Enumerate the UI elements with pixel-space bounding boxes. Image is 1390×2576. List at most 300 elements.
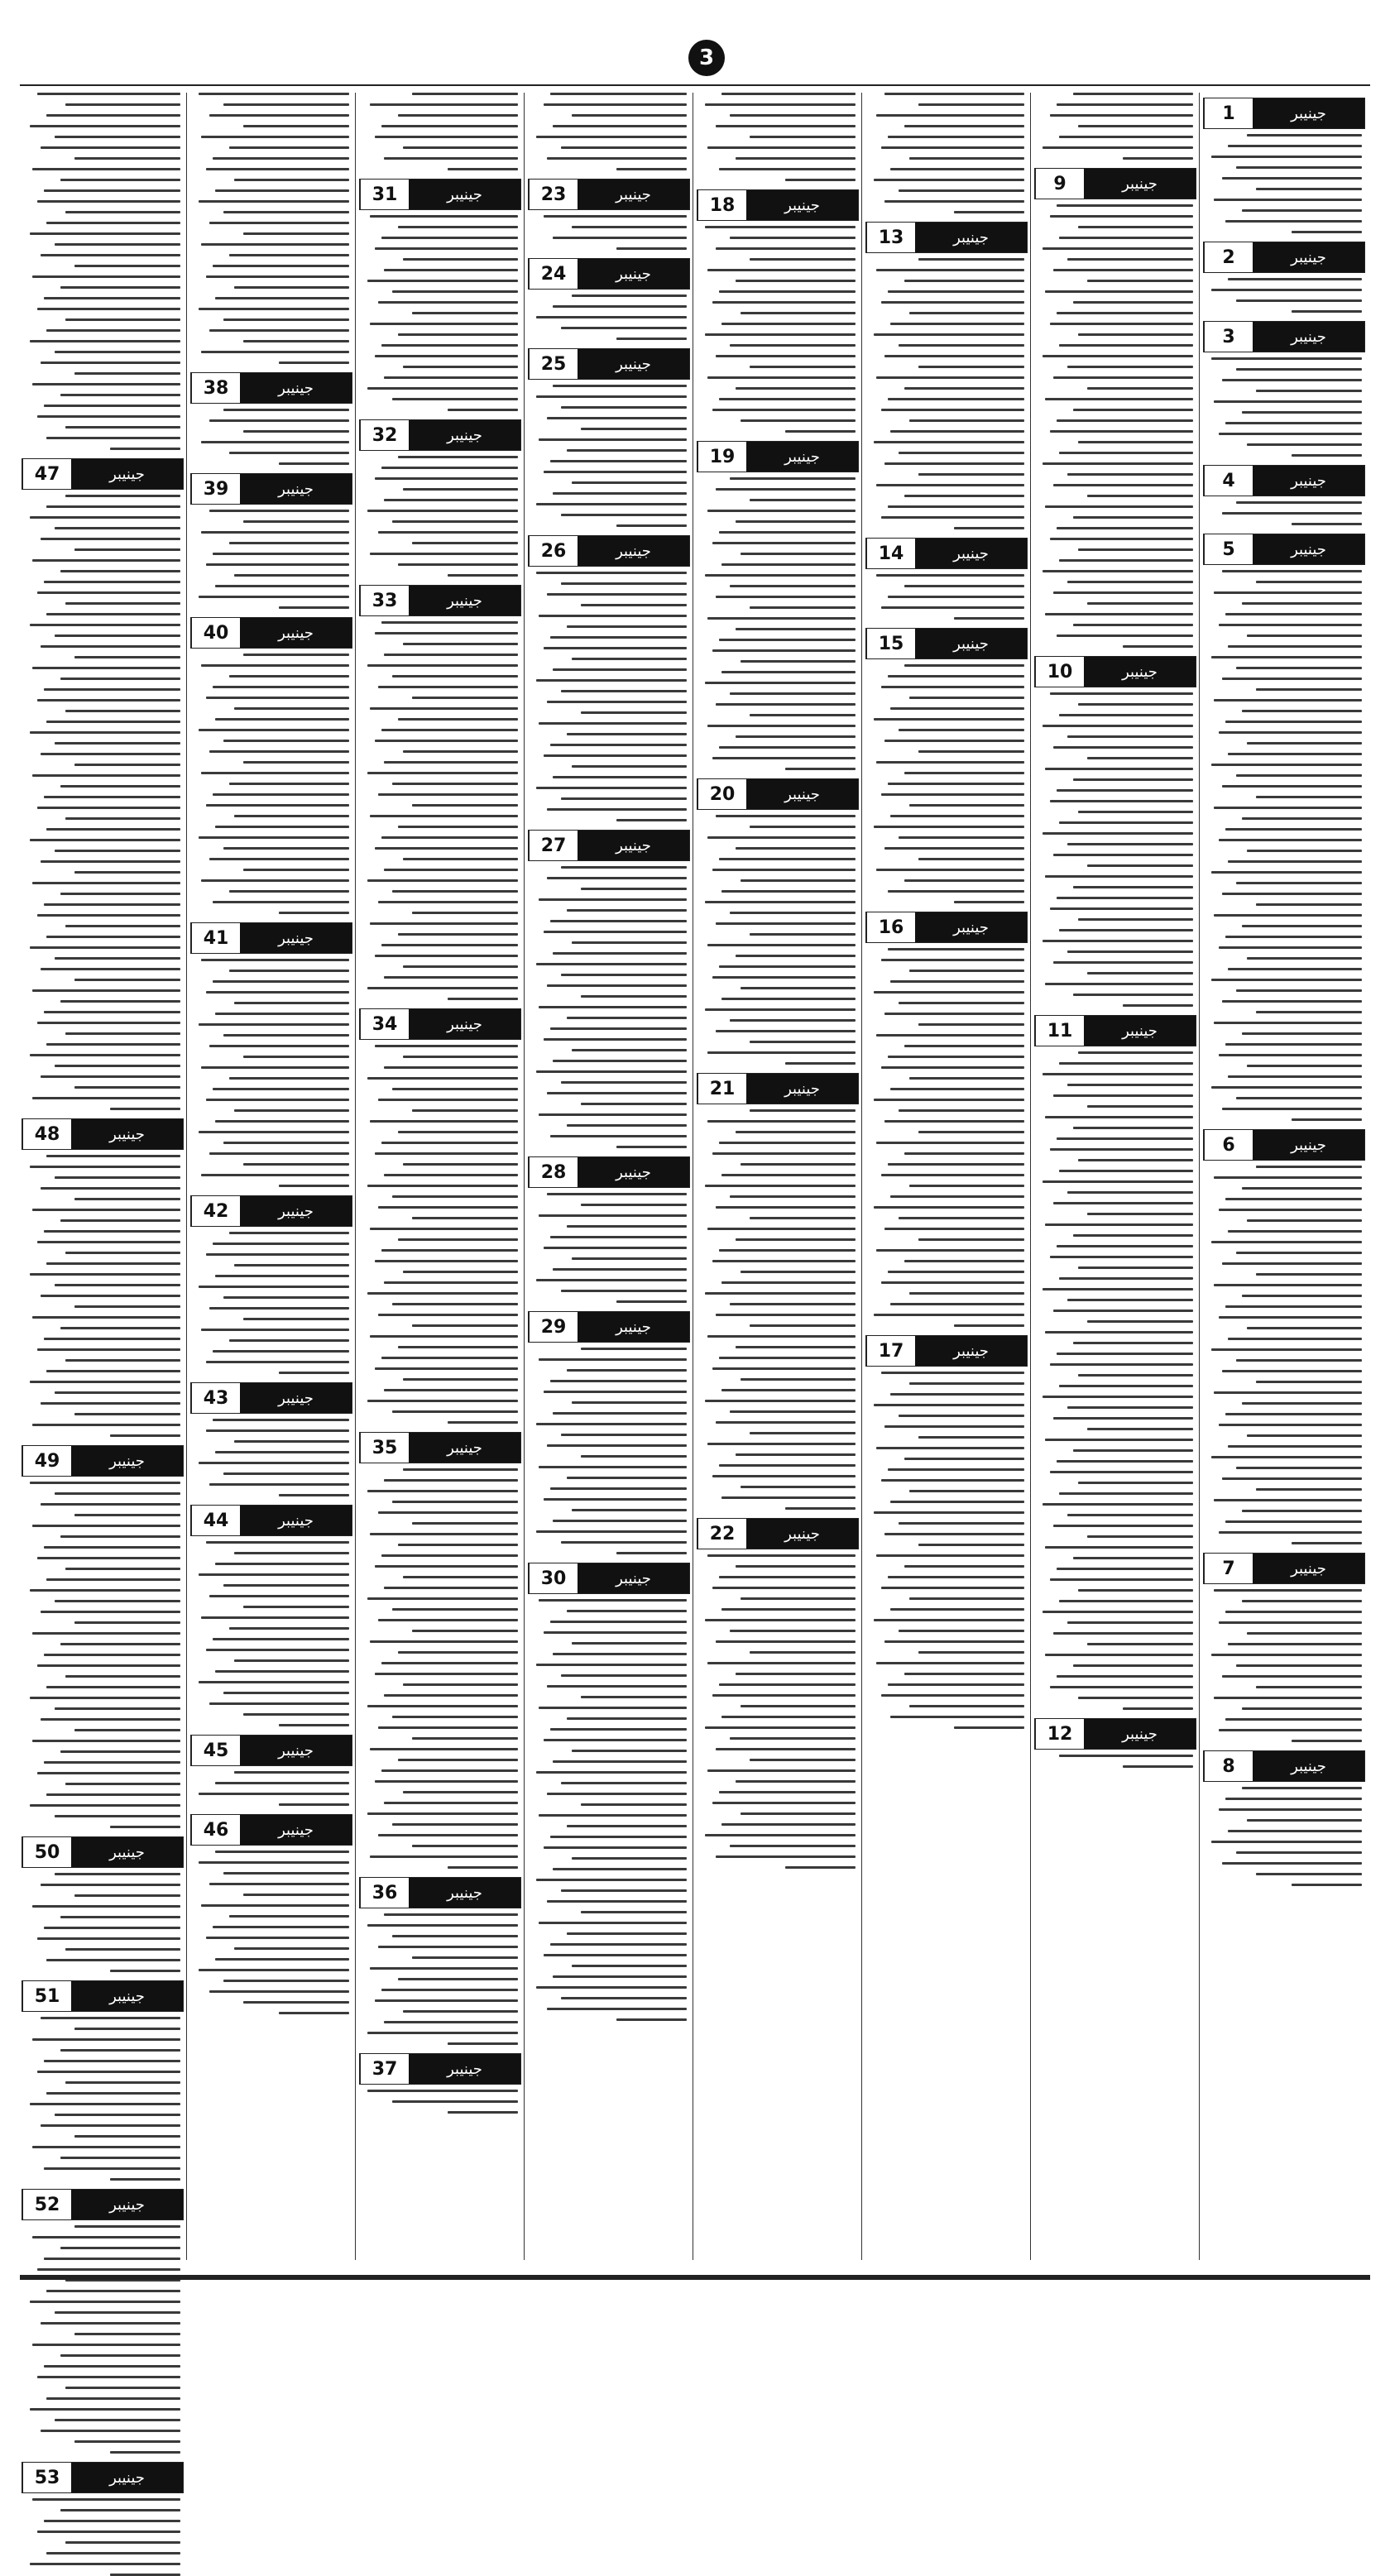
text-line: [60, 179, 180, 181]
text-line: [37, 93, 180, 95]
text-line: [367, 1597, 518, 1600]
text-line: [572, 1049, 687, 1051]
text-line: [1225, 1798, 1362, 1800]
text-line: [721, 671, 856, 673]
text-line: [1067, 1191, 1193, 1194]
text-line: [41, 362, 180, 364]
body-text: [1034, 1755, 1196, 1768]
text-line: [199, 1793, 349, 1795]
text-line: [381, 467, 518, 469]
text-line: [736, 735, 856, 738]
text-line: [206, 804, 349, 807]
text-line: [539, 1214, 687, 1217]
question-header: [528, 258, 690, 290]
question-header: [865, 538, 1028, 569]
text-line: [1059, 1755, 1193, 1757]
text-line: [370, 1533, 518, 1535]
text-line: [110, 1826, 180, 1828]
text-line: [1292, 523, 1362, 525]
text-line: [1247, 957, 1362, 960]
question-number: 53: [22, 2463, 71, 2492]
text-line: [1292, 1740, 1362, 1742]
text-line: [716, 1855, 856, 1858]
text-line: [1219, 1316, 1362, 1319]
text-line: [1222, 1370, 1362, 1372]
text-line: [712, 409, 856, 411]
text-line: [110, 2178, 180, 2181]
text-line: [553, 1975, 687, 1978]
body-text: [865, 948, 1028, 1327]
text-line: [1247, 1819, 1362, 1822]
text-line: [881, 1174, 1024, 1176]
text-line: [547, 1685, 687, 1688]
text-line: [1057, 1460, 1193, 1463]
text-line: [716, 922, 856, 925]
body-text: [865, 93, 1028, 213]
text-line: [37, 415, 180, 418]
text-line: [904, 1565, 1024, 1568]
text-line: [30, 1804, 180, 1807]
text-line: [30, 516, 180, 519]
text-line: [1067, 366, 1193, 368]
text-line: [1057, 1675, 1193, 1678]
text-line: [1078, 1266, 1193, 1269]
text-line: [1292, 310, 1362, 313]
text-line: [74, 1894, 180, 1897]
text-line: [1073, 1449, 1193, 1452]
text-line: [561, 690, 687, 692]
text-line: [199, 93, 349, 95]
text-line: [954, 1324, 1024, 1327]
text-line: [876, 1034, 1024, 1037]
text-line: [209, 114, 349, 117]
text-line: [874, 826, 1024, 828]
text-line: [881, 686, 1024, 688]
text-line: [1236, 1359, 1362, 1362]
text-line: [381, 344, 518, 347]
text-line: [1292, 1118, 1362, 1121]
text-line: [229, 1077, 349, 1080]
text-line: [536, 1070, 687, 1073]
text-line: [32, 2146, 180, 2148]
text-line: [378, 1511, 518, 1514]
text-line: [581, 711, 687, 714]
text-line: [544, 103, 687, 106]
question-label: جینیبر: [915, 223, 1027, 252]
question-header: [190, 473, 352, 505]
text-line: [1211, 1348, 1362, 1351]
text-line: [60, 1750, 180, 1753]
text-line: [918, 1023, 1024, 1026]
text-line: [403, 1791, 518, 1793]
text-line: [1045, 1331, 1193, 1333]
text-line: [74, 979, 180, 981]
question-block: [359, 2053, 521, 2114]
text-column: [190, 93, 352, 2260]
text-line: [547, 984, 687, 987]
text-line: [199, 1023, 349, 1026]
text-line: [375, 1045, 518, 1047]
text-line: [41, 1075, 180, 1078]
question-block: [1203, 242, 1365, 313]
text-line: [392, 290, 518, 293]
text-line: [375, 247, 518, 250]
text-line: [918, 103, 1024, 106]
text-line: [1059, 929, 1193, 931]
question-block: [22, 1836, 184, 1972]
text-line: [881, 1587, 1024, 1589]
text-line: [1042, 570, 1193, 572]
text-line: [229, 890, 349, 893]
text-line: [918, 1238, 1024, 1241]
text-line: [1242, 1402, 1362, 1405]
text-line: [730, 692, 856, 695]
text-line: [1247, 1327, 1362, 1329]
text-line: [785, 768, 856, 770]
text-line: [209, 1152, 349, 1155]
text-line: [375, 1152, 518, 1155]
question-label: جینیبر: [746, 190, 858, 220]
text-line: [1087, 1643, 1193, 1645]
text-line: [37, 200, 180, 203]
text-line: [1078, 918, 1193, 921]
text-line: [888, 1163, 1024, 1166]
text-line: [398, 1238, 518, 1241]
question-header: [1203, 465, 1365, 496]
text-line: [367, 987, 518, 989]
text-line: [392, 1303, 518, 1305]
text-line: [30, 1482, 180, 1484]
text-line: [55, 2311, 180, 2314]
text-line: [375, 1673, 518, 1675]
text-line: [41, 1718, 180, 1721]
text-line: [243, 1056, 349, 1058]
text-line: [1242, 602, 1362, 605]
text-line: [1222, 1477, 1362, 1480]
text-line: [536, 1986, 687, 1989]
text-line: [375, 136, 518, 138]
text-line: [223, 847, 349, 850]
text-line: [876, 761, 1024, 764]
text-line: [243, 2001, 349, 2004]
text-line: [1042, 146, 1193, 149]
text-line: [719, 168, 856, 170]
text-line: [550, 1728, 687, 1731]
body-text: [528, 93, 690, 170]
text-line: [201, 531, 349, 534]
text-line: [110, 1108, 180, 1110]
text-line: [547, 1092, 687, 1094]
text-line: [1078, 441, 1193, 443]
text-line: [60, 1000, 180, 1003]
text-line: [398, 226, 518, 228]
text-line: [1256, 390, 1362, 392]
text-line: [716, 596, 856, 598]
text-line: [918, 473, 1024, 476]
text-line: [736, 1238, 856, 1241]
text-line: [909, 1705, 1024, 1707]
text-line: [37, 1557, 180, 1559]
text-line: [381, 1769, 518, 1772]
text-line: [1256, 1488, 1362, 1491]
text-line: [539, 1113, 687, 1116]
body-text: [22, 1155, 184, 1437]
text-line: [550, 920, 687, 922]
text-line: [367, 1292, 518, 1295]
text-line: [550, 1836, 687, 1838]
text-line: [55, 1391, 180, 1394]
question-number: 4: [1204, 466, 1253, 496]
text-line: [367, 1077, 518, 1080]
text-line: [1042, 462, 1193, 465]
text-line: [1236, 501, 1362, 504]
column-divider: [186, 93, 187, 2260]
question-label: جینیبر: [578, 349, 689, 379]
text-line: [1214, 1176, 1362, 1179]
text-line: [616, 247, 687, 250]
text-line: [381, 125, 518, 127]
text-line: [1242, 710, 1362, 712]
text-line: [65, 1032, 180, 1035]
text-line: [881, 1372, 1024, 1374]
text-line: [213, 980, 349, 983]
text-line: [215, 1013, 349, 1015]
text-line: [44, 1230, 180, 1233]
text-line: [375, 632, 518, 634]
question-label: جینیبر: [1253, 322, 1364, 352]
newspaper-page: [20, 17, 1370, 2488]
text-line: [32, 1316, 180, 1319]
text-line: [74, 2028, 180, 2030]
text-line: [741, 1812, 856, 1815]
text-line: [60, 1219, 180, 1222]
text-line: [553, 1060, 687, 1062]
question-block: [359, 585, 521, 1000]
text-line: [60, 394, 180, 396]
text-line: [536, 316, 687, 318]
body-text: [190, 1541, 352, 1726]
text-line: [741, 553, 856, 555]
text-line: [74, 2333, 180, 2335]
text-line: [209, 419, 349, 422]
text-line: [888, 948, 1024, 950]
text-line: [547, 808, 687, 811]
text-line: [1045, 1116, 1193, 1118]
text-line: [741, 660, 856, 663]
text-line: [899, 452, 1024, 454]
question-block: [1203, 1750, 1365, 1886]
text-line: [199, 836, 349, 839]
text-line: [1225, 220, 1362, 223]
text-line: [199, 729, 349, 731]
text-line: [736, 1780, 856, 1783]
text-line: [1225, 613, 1362, 615]
text-line: [234, 1264, 349, 1266]
text-line: [547, 593, 687, 596]
body-text: [528, 1599, 690, 2021]
text-line: [1078, 548, 1193, 551]
text-line: [1247, 1632, 1362, 1635]
text-line: [1073, 1557, 1193, 1559]
text-line: [539, 1814, 687, 1817]
text-line: [1236, 299, 1362, 302]
text-line: [750, 1041, 856, 1043]
text-line: [37, 1241, 180, 1243]
text-line: [616, 819, 687, 821]
question-number: 23: [529, 180, 578, 209]
text-line: [367, 772, 518, 774]
text-line: [384, 1174, 518, 1176]
text-line: [201, 1904, 349, 1907]
text-line: [1222, 1675, 1362, 1678]
text-line: [279, 1372, 349, 1374]
text-line: [1067, 950, 1193, 953]
question-number: 40: [191, 618, 240, 648]
text-line: [705, 1400, 856, 1402]
text-line: [544, 471, 687, 473]
text-line: [199, 1462, 349, 1464]
text-line: [229, 1232, 349, 1234]
text-line: [243, 125, 349, 127]
body-text: [190, 409, 352, 465]
text-line: [616, 524, 687, 527]
question-label: جینیبر: [409, 1878, 520, 1908]
text-line: [890, 1501, 1024, 1503]
text-line: [876, 1142, 1024, 1144]
text-line: [888, 890, 1024, 893]
text-line: [412, 804, 518, 807]
text-line: [954, 1726, 1024, 1729]
question-label: جینیبر: [578, 1563, 689, 1593]
text-line: [206, 1541, 349, 1544]
text-line: [730, 912, 856, 914]
text-line: [30, 125, 180, 127]
question-number: 43: [191, 1383, 240, 1413]
text-line: [750, 136, 856, 138]
text-line: [909, 1077, 1024, 1080]
text-line: [721, 998, 856, 1000]
text-line: [553, 1268, 687, 1271]
text-line: [229, 1915, 349, 1918]
text-line: [65, 710, 180, 712]
text-line: [30, 1381, 180, 1383]
text-line: [378, 1726, 518, 1729]
text-line: [884, 1425, 1024, 1428]
question-number: 31: [360, 180, 409, 209]
text-line: [1247, 1065, 1362, 1067]
text-line: [707, 376, 856, 379]
text-line: [279, 362, 349, 364]
text-line: [215, 297, 349, 299]
text-line: [243, 869, 349, 871]
question-block: [190, 922, 352, 1187]
text-line: [904, 125, 1024, 127]
text-line: [719, 1249, 856, 1252]
text-line: [707, 510, 856, 512]
text-line: [243, 1606, 349, 1608]
text-column: [1203, 93, 1365, 2260]
text-line: [1057, 527, 1193, 529]
text-line: [46, 2290, 180, 2292]
text-line: [888, 1271, 1024, 1273]
question-block: [528, 1563, 690, 2021]
question-number: 20: [697, 779, 746, 809]
text-line: [561, 1081, 687, 1084]
text-line: [206, 1429, 349, 1432]
text-line: [403, 858, 518, 860]
text-line: [60, 1535, 180, 1538]
body-text: [1203, 134, 1365, 233]
question-label: جینیبر: [1253, 466, 1364, 496]
text-line: [1053, 1417, 1193, 1420]
text-line: [881, 301, 1024, 304]
text-line: [1214, 1499, 1362, 1501]
text-line: [206, 697, 349, 699]
question-header: [1034, 656, 1196, 687]
text-line: [581, 1803, 687, 1806]
text-line: [539, 615, 687, 617]
text-line: [550, 1027, 687, 1030]
text-line: [412, 1217, 518, 1219]
text-line: [44, 903, 180, 906]
text-line: [881, 146, 1024, 149]
text-line: [44, 1654, 180, 1656]
question-number: 13: [866, 223, 915, 252]
text-column: [22, 93, 184, 2488]
text-line: [1242, 817, 1362, 820]
text-line: [30, 2103, 180, 2105]
text-line: [30, 2408, 180, 2411]
text-line: [1228, 968, 1362, 970]
text-line: [1228, 1075, 1362, 1078]
text-line: [378, 531, 518, 534]
text-line: [1211, 357, 1362, 360]
text-line: [712, 542, 856, 544]
text-line: [1053, 1525, 1193, 1527]
text-line: [41, 1503, 180, 1506]
question-block: [22, 1445, 184, 1828]
text-line: [553, 776, 687, 778]
text-line: [1228, 278, 1362, 280]
text-line: [1050, 1471, 1193, 1473]
body-text: [190, 1419, 352, 1496]
text-line: [1225, 1718, 1362, 1721]
text-line: [572, 658, 687, 660]
text-line: [55, 2114, 180, 2116]
text-line: [65, 2541, 180, 2544]
text-line: [899, 729, 1024, 731]
text-line: [547, 877, 687, 879]
text-line: [213, 1419, 349, 1421]
text-line: [716, 1030, 856, 1032]
text-line: [229, 542, 349, 544]
question-label: جینیبر: [578, 259, 689, 289]
text-line: [1057, 897, 1193, 899]
text-line: [536, 787, 687, 789]
text-line: [215, 1275, 349, 1277]
text-line: [616, 2018, 687, 2021]
question-number: 5: [1204, 534, 1253, 564]
text-line: [904, 387, 1024, 390]
text-line: [707, 1443, 856, 1445]
question-block: [1203, 1129, 1365, 1544]
text-line: [909, 804, 1024, 807]
text-line: [392, 890, 518, 893]
text-line: [707, 1120, 856, 1123]
text-line: [561, 797, 687, 800]
text-line: [234, 815, 349, 817]
question-header: [359, 585, 521, 616]
